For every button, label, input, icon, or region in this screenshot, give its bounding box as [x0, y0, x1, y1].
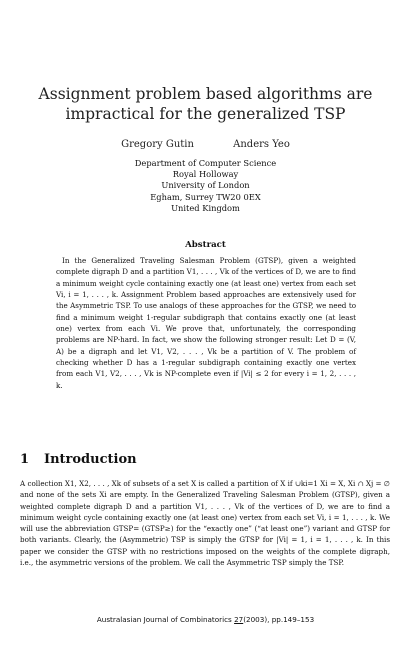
- affiliation-line: University of London: [161, 180, 250, 191]
- footer-pages: (2003), pp.149–153: [243, 615, 315, 624]
- introduction-body: [20, 478, 390, 568]
- section-title: Introduction: [44, 452, 137, 467]
- author-name: Gregory Gutin: [121, 139, 194, 150]
- affiliation-line: Egham, Surrey TW20 0EX: [150, 191, 261, 202]
- page-footer: [0, 615, 411, 624]
- abstract-heading: Abstract: [185, 240, 226, 250]
- affiliation-block: [0, 158, 411, 214]
- affiliation-line: Department of Computer Science: [134, 158, 277, 168]
- title-line-2: impractical for the generalized TSP: [65, 105, 346, 123]
- author-name: Anders Yeo: [233, 139, 290, 150]
- affiliation-line: Royal Holloway: [172, 169, 239, 180]
- body-paragraph: A collection X1, X2, . . . , Xk of subsets of a set X is called a partition of X if ∪ki=1 Xi = X, Xi ∩ Xj = ∅ and none of the sets Xi are empty. In the Generalized Traveling Salesman Problem (GTSP), given a weighted complete digraph D and a partition V1, . . . , Vk of the vertices of D, we are to find a minimum weight cycle containing exactly one (at least one) vertex from each set Vi, i = 1, . . . , k. We will use the abbreviation GTSP= (GTSP≥) for the “exactly one” (“at least one”) variant and GTSP for both variants. Clearly, the (Asymmetric) TSP is simply the GTSP for |Vi| = 1, i = 1, . . . , k. In this paper we consider the GTSP with no restrictions imposed on the weights of the complete digraph, i.e., the asymmetric versions of the problem. We call the Asymmetric TSP simply the TSP.: [20, 479, 390, 568]
- abstract-paragraph: In the Generalized Traveling Salesman Problem (GTSP), given a weighted complete digraph D and a partition V1, . . . , Vk of the vertices of D, we are to find a minimum weight cycle containing exactly one (at least one) vertex from each set Vi, i = 1, . . . , k. Assignment Problem based approaches are extensively used for the Asymmetric TSP. To use analogs of these approaches for the GTSP, we need to find a minimum weight 1-regular subdigraph that contains exactly one (at least one) vertex from each Vi. We prove that, unfortunately, the corresponding problems are NP-hard. In fact, we show the following stronger result: Let D = (V, A) be a digraph and let V1, V2, . . . , Vk be a partition of V. The problem of checking whether D has a 1-regular subdigraph containing exactly one vertex from each V1, V2, . . . , Vk is NP-complete even if |Vi| ≤ 2 for every i = 1, 2, . . . , k.: [56, 256, 356, 390]
- title-line-1: Assignment problem based algorithms are: [38, 85, 373, 103]
- footer-volume: 27: [234, 615, 244, 624]
- abstract-body: [56, 255, 356, 391]
- affiliation-line: United Kingdom: [171, 202, 240, 213]
- paper-title: [0, 84, 411, 124]
- section-heading: [20, 452, 137, 467]
- footer-journal: Australasian Journal of Combinatorics: [96, 615, 232, 624]
- section-number: 1: [20, 452, 30, 467]
- author-list: [0, 139, 411, 150]
